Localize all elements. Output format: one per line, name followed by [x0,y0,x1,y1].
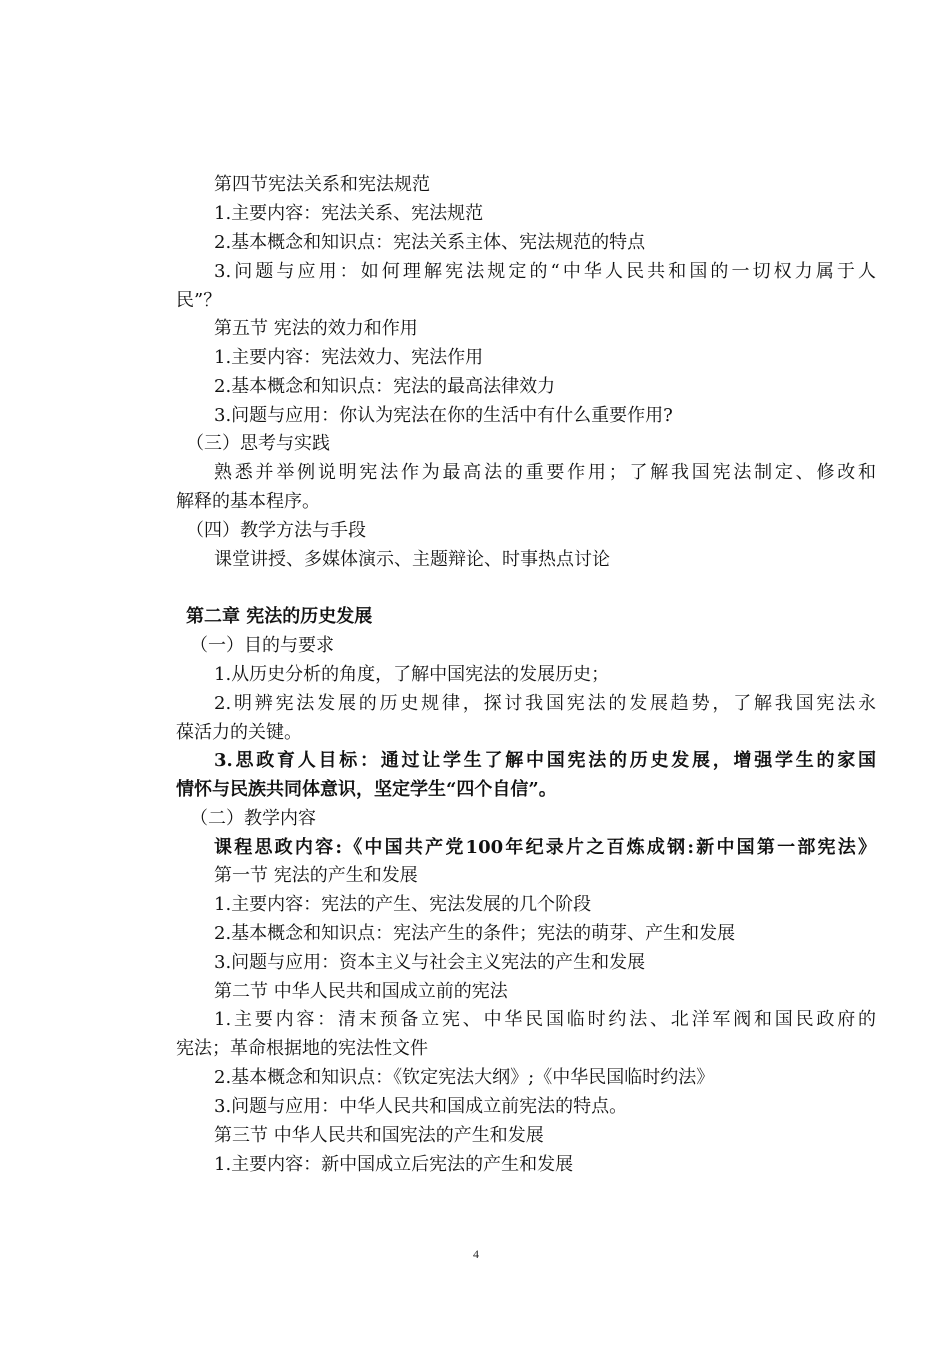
subsection-heading-goals: （一）目的与要求 [190,635,334,656]
practice-text-cont: 解释的基本程序。 [176,491,320,512]
goal-item-1: 1.从历史分析的角度，了解中国宪法的发展历史； [214,664,610,685]
concepts-line: 2.基本概念和知识点：宪法产生的条件；宪法的萌芽、产生和发展 [214,923,736,944]
goal-item-2-cont: 葆活力的关键。 [176,722,302,743]
practice-text: 熟悉并举例说明宪法作为最高法的重要作用；了解我国宪法制定、修改和 [214,462,876,483]
goal-item-2: 2.明辨宪法发展的历史规律，探讨我国宪法的发展趋势，了解我国宪法永 [214,693,876,714]
main-content-line: 1.主要内容：宪法关系、宪法规范 [214,203,484,224]
main-content-line: 1.主要内容：新中国成立后宪法的产生和发展 [214,1154,574,1175]
concepts-line: 2.基本概念和知识点：《钦定宪法大纲》;《中华民国临时约法》 [214,1067,715,1088]
application-line-cont: 民”？ [176,290,222,311]
section-heading-3: 第三节 中华人民共和国宪法的产生和发展 [214,1125,544,1146]
methods-text: 课堂讲授、多媒体演示、主题辩论、时事热点讨论 [214,549,610,570]
ideology-content-line: 课程思政内容:《中国共产党100年纪录片之百炼成钢:新中国第一部宪法》 [214,837,876,858]
application-line: 3.问题与应用：你认为宪法在你的生活中有什么重要作用? [214,405,673,426]
chapter-heading: 第二章 宪法的历史发展 [186,606,373,627]
application-line: 3.问题与应用：如何理解宪法规定的“中华人民共和国的一切权力属于人 [214,261,876,282]
subsection-heading-methods: （四）教学方法与手段 [186,520,366,541]
goal-item-3-cont: 情怀与民族共同体意识，坚定学生“四个自信”。 [176,779,557,800]
section-heading-4: 第四节宪法关系和宪法规范 [214,174,430,195]
main-content-line: 1.主要内容：宪法效力、宪法作用 [214,347,484,368]
page-number: 4 [473,1247,479,1261]
application-line: 3.问题与应用：中华人民共和国成立前宪法的特点。 [214,1096,628,1117]
main-content-line: 1.主要内容：宪法的产生、宪法发展的几个阶段 [214,894,592,915]
subsection-heading-content: （二）教学内容 [190,808,316,829]
section-heading-2: 第二节 中华人民共和国成立前的宪法 [214,981,508,1002]
main-content-line: 1.主要内容：清末预备立宪、中华民国临时约法、北洋军阀和国民政府的 [214,1009,876,1030]
concepts-line: 2.基本概念和知识点：宪法关系主体、宪法规范的特点 [214,232,646,253]
concepts-line: 2.基本概念和知识点：宪法的最高法律效力 [214,376,556,397]
application-line: 3.问题与应用：资本主义与社会主义宪法的产生和发展 [214,952,646,973]
section-heading-5: 第五节 宪法的效力和作用 [214,318,418,339]
section-heading-1: 第一节 宪法的产生和发展 [214,865,418,886]
main-content-line-cont: 宪法；革命根据地的宪法性文件 [176,1038,428,1059]
goal-item-3: 3.思政育人目标：通过让学生了解中国宪法的历史发展，增强学生的家国 [214,750,876,771]
subsection-heading-practice: （三）思考与实践 [186,433,330,454]
